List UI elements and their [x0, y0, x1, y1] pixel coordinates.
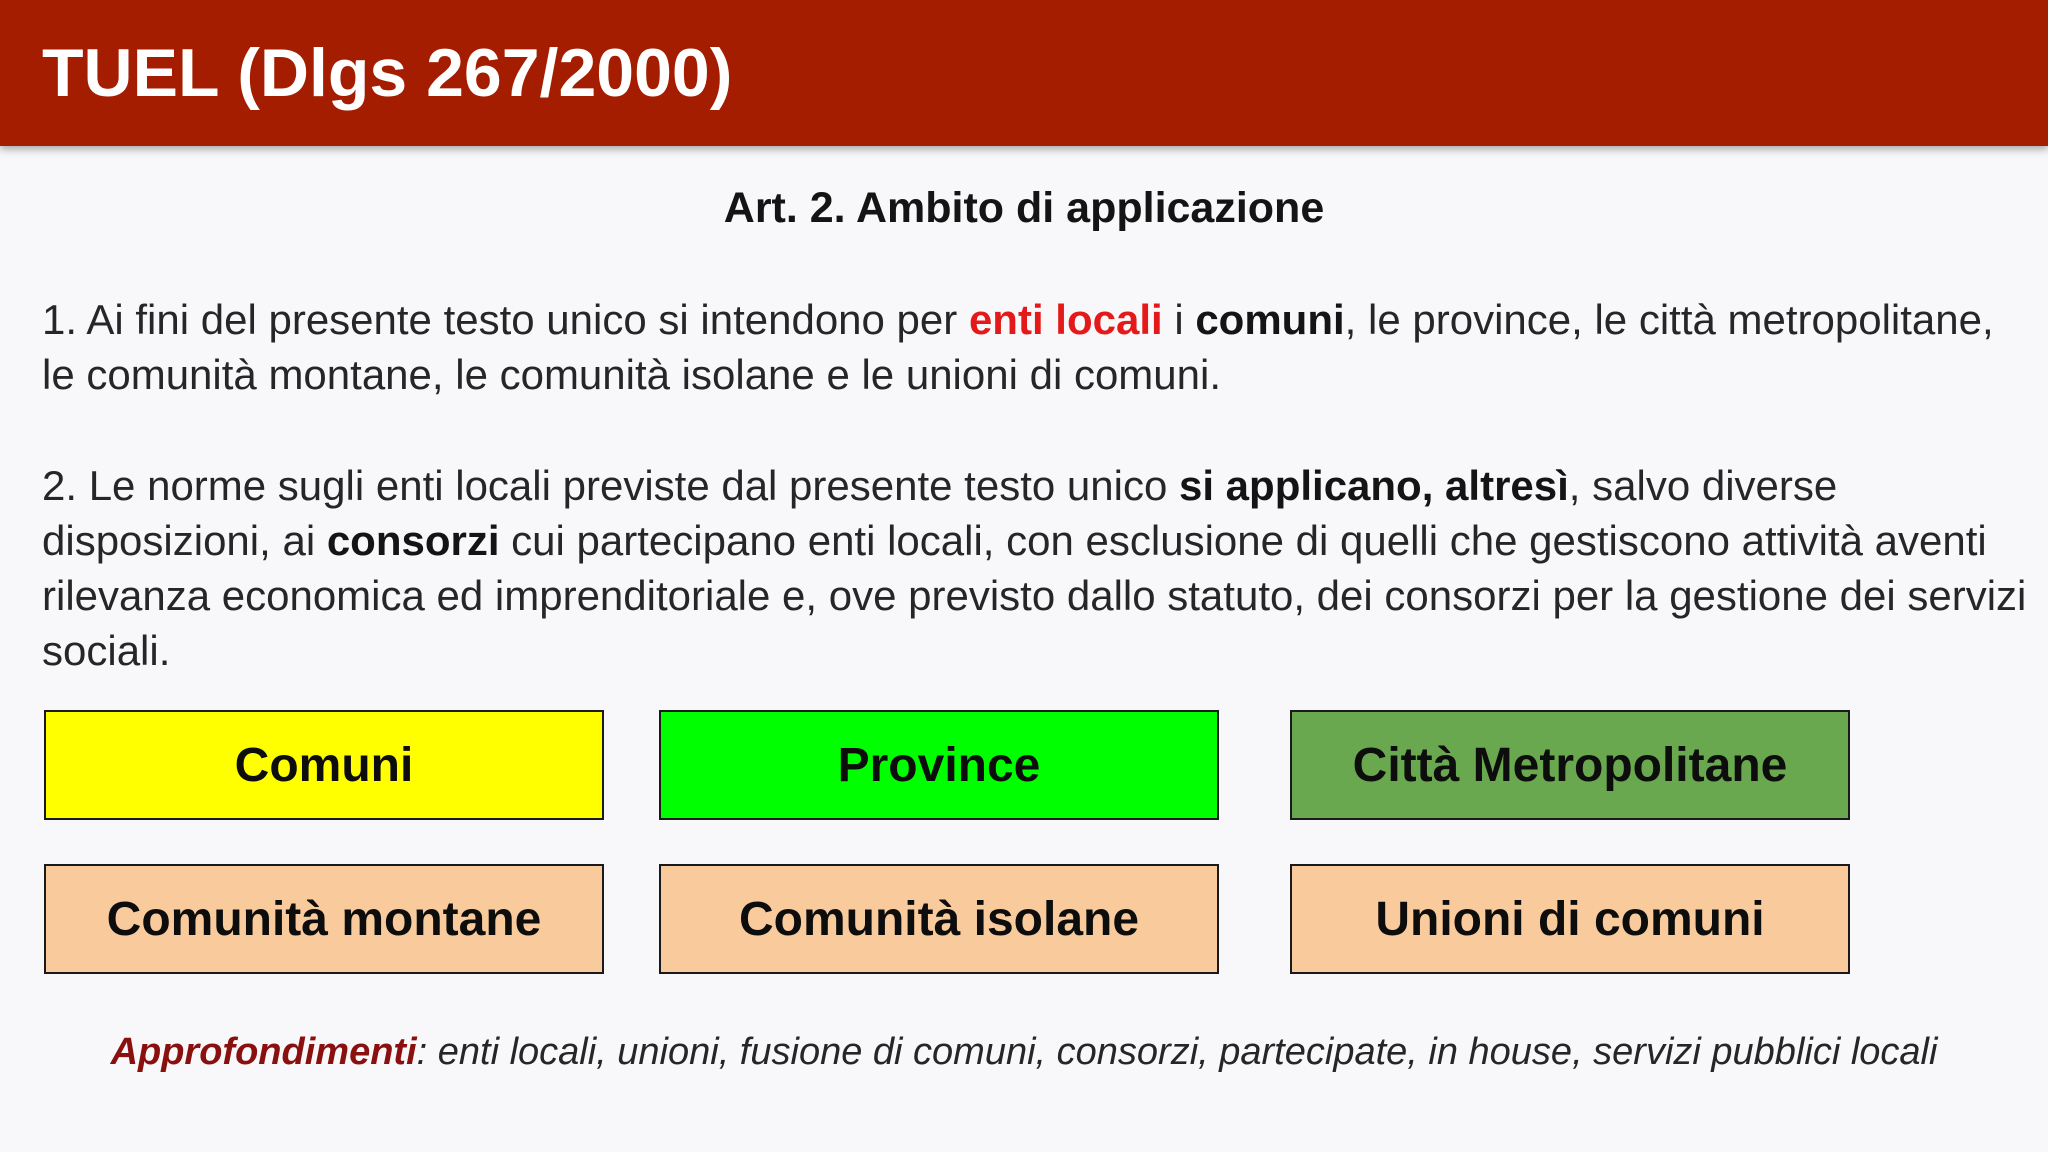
paragraph-1-text-c: , le province, le città metropolitane, le comunità montane, le comunità isolane e le unioni di comuni.	[42, 296, 1994, 398]
approfondimenti-text: : enti locali, unioni, fusione di comuni, consorzi, partecipate, in house, servizi pubblici locali	[416, 1031, 1938, 1073]
paragraph-2-text-a: 2. Le norme sugli enti locali previste dal presente testo unico	[42, 462, 1179, 509]
paragraph-2-text-b: , salvo diverse disposizioni, ai	[42, 462, 1838, 564]
box-citta-metropolitane: Città Metropolitane	[1290, 710, 1850, 820]
page-title: TUEL (Dlgs 267/2000)	[42, 35, 733, 111]
comuni-bold: comuni	[1195, 296, 1345, 343]
paragraph-1-text-b: i	[1162, 296, 1196, 343]
box-unioni-di-comuni: Unioni di comuni	[1290, 864, 1850, 974]
approfondimenti-label: Approfondimenti	[110, 1031, 417, 1073]
paragraph-1	[42, 292, 2032, 402]
si-applicano-bold: si applicano, altresì	[1178, 462, 1569, 509]
paragraph-2-text-c: cui partecipano enti locali, con esclusione di quelli che gestiscono attività aventi rilevanza economica ed imprenditoriale e, ove previsto dallo statuto, dei consorzi per la gestione dei servizi sociali.	[42, 517, 2027, 674]
box-province: Province	[659, 710, 1219, 820]
enti-locali-highlight: enti locali	[968, 296, 1163, 343]
footer-note	[0, 1022, 2048, 1082]
paragraph-1-text-a: 1. Ai fini del presente testo unico si intendono per	[42, 296, 969, 343]
article-title: Art. 2. Ambito di applicazione	[723, 184, 1325, 232]
paragraph-2	[42, 458, 2032, 678]
box-comunita-montane: Comunità montane	[44, 864, 604, 974]
box-comunita-isolane: Comunità isolane	[659, 864, 1219, 974]
title-bar	[0, 0, 2048, 146]
consorzi-bold: consorzi	[326, 517, 500, 564]
box-comuni: Comuni	[44, 710, 604, 820]
